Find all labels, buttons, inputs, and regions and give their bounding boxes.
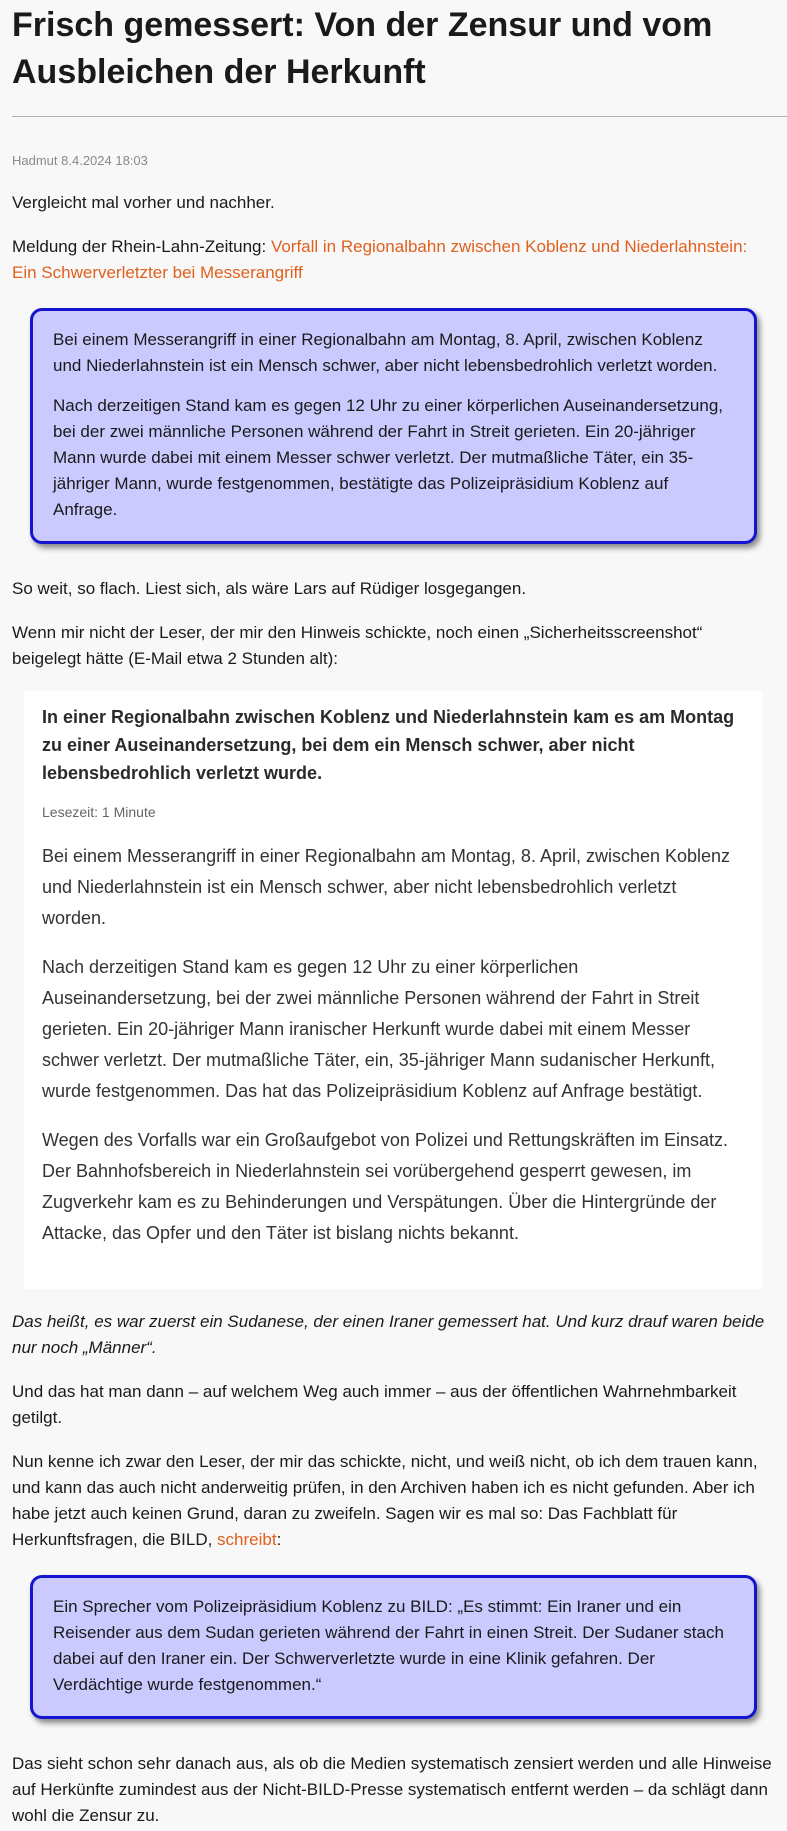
quote-paragraph: Nach derzeitigen Stand kam es gegen 12 Uhr zu einer körperlichen Auseinandersetzung, bei der zwei männliche Personen während der Fahrt in Streit gerieten. Ein 20-jähriger Mann wurde dabei mit einem Messer schwer verletzt. Der mutmaßliche Täter, ein 35-jähriger Mann, wurde festgenommen, bestätigte das Polizeipräsidium Koblenz auf Anfrage. <box>53 396 724 519</box>
bild-prefix: Nun kenne ich zwar den Leser, der mir das schickte, nicht, und weiß nicht, ob ich dem trauen kann, und kann das auch nicht anderweitig prüfen, in den Archiven haben ich es nicht gefunden. Aber ich habe jetzt auch keinen Grund, daran zu zweifeln. Sagen wir es mal so: Das Fachblatt für Herkunftsfragen, die BILD, <box>12 1452 758 1549</box>
screenshot-paragraph: Bei einem Messerangriff in einer Regionalbahn am Montag, 8. April, zwischen Koblenz und Niederlahnstein ist ein Mensch schwer, aber nicht lebensbedrohlich verletzt worden. <box>42 846 731 928</box>
screenshot-paragraph: Wegen des Vorfalls war ein Großaufgebot von Polizei und Rettungskräften im Einsatz. Der Bahnhofsbereich in Niederlahnstein sei vorübergehend gesperrt gewesen, im Zugverkehr kam es zu Behinderungen und Verspätungen. Über die Hintergründe der Attacke, das Opfer und den Täter ist bislang nichts bekannt. <box>42 1130 729 1243</box>
title-divider <box>12 116 787 117</box>
blockquote-rhein-lahn <box>30 308 757 544</box>
source-prefix: Meldung der Rhein-Lahn-Zeitung: <box>12 237 271 256</box>
post-meta: Hadmut 8.4.2024 18:03 <box>12 153 148 168</box>
conclusion-italic: Das heißt, es war zuerst ein Sudanese, der einen Iraner gemessert hat. Und kurz drauf waren beide nur noch „Männer“. <box>12 1312 765 1357</box>
screenshot-paragraph: Nach derzeitigen Stand kam es gegen 12 Uhr zu einer körperlichen Auseinandersetzung, bei der zwei männliche Personen während der Fahrt in Streit gerieten. Ein 20-jähriger Mann iranischer Herkunft wurde dabei mit einem Messer schwer verletzt. Der mutmaßliche Täter, ein, 35-jähriger Mann sudanischer Herkunft, wurde festgenommen. Das hat das Polizeipräsidium Koblenz auf Anfrage bestätigt. <box>42 957 715 1101</box>
paragraph-comment: So weit, so flach. Liest sich, als wäre Lars auf Rüdiger losgegangen. <box>12 579 527 598</box>
quote-paragraph: Bei einem Messerangriff in einer Regionalbahn am Montag, 8. April, zwischen Koblenz und Niederlahnstein ist ein Mensch schwer, aber nicht lebensbedrohlich verletzt worden. <box>53 330 718 375</box>
quote-paragraph: Ein Sprecher vom Polizeipräsidium Koblenz zu BILD: „Es stimmt: Ein Iraner und ein Reisender aus dem Sudan gerieten während der Fahrt in einen Streit. Der Sudaner stach dabei auf den Iraner ein. Der Schwerverletzte wurde in eine Klinik gefahren. Der Verdächtige wurde festgenommen.“ <box>53 1597 724 1694</box>
blockquote-bild <box>30 1575 757 1719</box>
paragraph-screenshot-intro: Wenn mir nicht der Leser, der mir den Hinweis schickte, noch einen „Sicherheitsscreenshot“ beigelegt hätte (E-Mail etwa 2 Stunden alt): <box>12 623 703 668</box>
bild-suffix: : <box>276 1530 282 1549</box>
paragraph-final: Das sieht schon sehr danach aus, als ob die Medien systematisch zensiert werden und alle Hinweise auf Herkünfte zumindest aus der Nicht-BILD-Presse systematisch entfernt werden – da schlägt dann wohl die Zensur zu. <box>12 1754 772 1825</box>
paragraph-intro: Vergleicht mal vorher und nachher. <box>12 193 275 212</box>
page-title: Frisch gemessert: Von der Zensur und vom Ausbleichen der Herkunft <box>12 6 713 91</box>
paragraph-conclusion <box>12 1309 775 1361</box>
bild-link[interactable]: schreibt <box>217 1530 277 1549</box>
paragraph-erased: Und das hat man dann – auf welchem Weg auch immer – aus der öffentlichen Wahrnehmbarkeit getilgt. <box>12 1382 737 1427</box>
paragraph-bild <box>12 1449 775 1553</box>
source-link[interactable]: Vorfall in Regionalbahn zwischen Koblenz und Niederlahnstein: Ein Schwerverletzter bei Messerangriff <box>12 237 748 282</box>
screenshot-readtime: Lesezeit: 1 Minute <box>42 804 156 820</box>
paragraph-source <box>12 234 775 286</box>
security-screenshot <box>24 691 763 1289</box>
screenshot-lead: In einer Regionalbahn zwischen Koblenz und Niederlahnstein kam es am Montag zu einer Auseinandersetzung, bei dem ein Mensch schwer, aber nicht lebensbedrohlich verletzt wurde. <box>42 707 735 783</box>
